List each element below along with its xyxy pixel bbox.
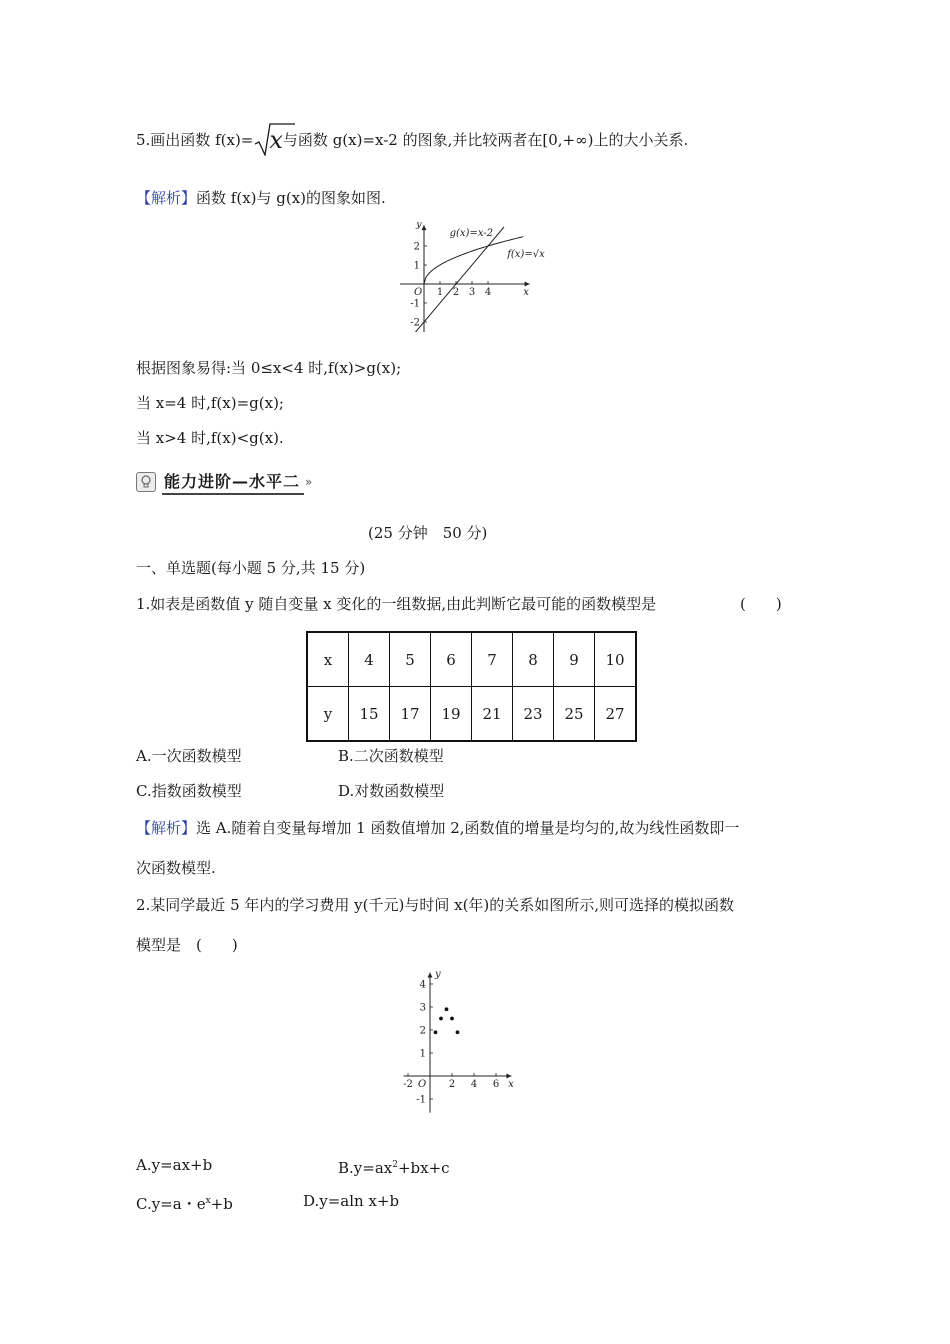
table-cell: 6: [431, 632, 472, 687]
double-chevron-icon: »: [305, 475, 313, 489]
data-point: [450, 1017, 454, 1021]
table-cell: 8: [513, 632, 554, 687]
q2-stem-text: 模型是: [136, 936, 182, 954]
y-tick-label: 4: [419, 979, 426, 991]
q1-stem: [136, 594, 656, 614]
sqrt-symbol: [255, 126, 283, 154]
table-cell: 23: [513, 687, 554, 742]
scatter-graph-cost: [368, 968, 598, 1118]
section-title: 能力进阶—水平二: [162, 469, 304, 495]
table-row: [307, 632, 636, 687]
x-tick-label: 1: [436, 287, 444, 298]
q2-stem-1: 2.某同学最近 5 年内的学习费用 y(千元)与时间 x(年)的关系如图所示,则可选择的模拟函数: [136, 896, 735, 914]
x-axis-arrow: [506, 1074, 511, 1079]
q2-option-c-exponent: x: [205, 1196, 211, 1206]
q1-analysis-cont: 次函数模型.: [136, 859, 216, 877]
y-tick-label: 2: [419, 1025, 426, 1037]
q2-option-c-text: C.y=a・e: [136, 1195, 206, 1213]
row-header-y: y: [307, 687, 349, 742]
row-header-x: x: [307, 632, 349, 687]
table-cell: 15: [349, 687, 390, 742]
data-table: [306, 631, 637, 742]
f-function-curve: [424, 237, 523, 284]
q1-analysis-text: 选 A.随着自变量每增加 1 函数值增加 2,函数值的增量是均匀的,故为线性函数即一: [196, 819, 740, 837]
x-tick-label: 4: [484, 287, 492, 298]
q5-analysis-intro: [136, 188, 386, 208]
table-cell: 17: [390, 687, 431, 742]
g-function-label: g(x)=x-2: [449, 228, 494, 239]
x-tick-label: 4: [470, 1079, 478, 1090]
y-axis-label: y: [416, 222, 422, 230]
y-tick-label: 3: [419, 1002, 426, 1014]
y-tick-label: -1: [416, 1094, 426, 1106]
x-axis-label: x: [523, 287, 529, 298]
q5-suffix: 与函数 g(x)=x-2 的图象,并比较两者在[0,+∞)上的大小关系.: [282, 131, 689, 149]
analysis-tag: 【解析】: [136, 819, 197, 837]
x-tick-label: 3: [468, 287, 476, 298]
x-tick-label: 2: [452, 287, 460, 298]
y-tick-label: -2: [410, 317, 420, 329]
q5-stem: [136, 126, 689, 154]
part-heading: 一、单选题(每小题 5 分,共 15 分): [136, 559, 366, 577]
table-cell: 10: [595, 632, 637, 687]
q2-option-b-text: B.y=ax: [338, 1159, 393, 1177]
x-tick-label: 2: [448, 1079, 456, 1090]
q2-option-a: A.y=ax+b: [136, 1156, 213, 1174]
time-score: (25 分钟 50 分): [368, 524, 488, 542]
table-cell: 7: [472, 632, 513, 687]
y-axis-label: y: [435, 969, 441, 981]
table-cell: 21: [472, 687, 513, 742]
q2-answer-paren: ( ): [196, 936, 238, 954]
q2-option-c-rest: +b: [210, 1195, 233, 1213]
q1-analysis: [136, 818, 739, 838]
q1-option-a: A.一次函数模型: [136, 747, 242, 765]
q2-option-b-rest: +bx+c: [397, 1159, 450, 1177]
table-cell: 5: [390, 632, 431, 687]
q2-option-b: [338, 1155, 450, 1178]
data-point: [439, 1017, 443, 1021]
x-axis-arrow: [525, 282, 530, 287]
q1-option-d: D.对数函数模型: [338, 782, 445, 800]
q5-result-2: 当 x=4 时,f(x)=g(x);: [136, 394, 284, 412]
table-cell: 25: [554, 687, 595, 742]
q2-option-c: [136, 1191, 233, 1214]
data-point: [434, 1030, 438, 1034]
q5-result-3: 当 x>4 时,f(x)<g(x).: [136, 429, 284, 447]
q1-option-b: B.二次函数模型: [338, 747, 444, 765]
q5-prefix: 5.画出函数 f(x)=: [136, 131, 254, 149]
origin-label: O: [414, 287, 423, 298]
y-tick-label: 2: [413, 241, 420, 253]
table-cell: 19: [431, 687, 472, 742]
q1-answer-paren: ( ): [740, 595, 782, 613]
y-axis-arrow: [428, 973, 433, 978]
data-point: [445, 1007, 449, 1011]
q5-result-1: 根据图象易得:当 0≤x<4 时,f(x)>g(x);: [136, 359, 402, 377]
data-point: [456, 1030, 460, 1034]
table-cell: 9: [554, 632, 595, 687]
q2-option-d: D.y=aln x+b: [303, 1192, 400, 1210]
q5-intro-text: 函数 f(x)与 g(x)的图象如图.: [196, 189, 386, 207]
lightbulb-icon: [136, 472, 156, 492]
q2-option-b-exponent: 2: [392, 1160, 398, 1170]
g-function-line: [414, 227, 504, 332]
x-tick-label: 6: [492, 1079, 500, 1090]
function-graph-f-g: [392, 222, 572, 332]
f-function-label: f(x)=√x: [507, 249, 545, 260]
q1-option-c: C.指数函数模型: [136, 782, 242, 800]
y-tick-label: -1: [410, 298, 420, 310]
x-tick-label: -2: [403, 1079, 413, 1090]
table-cell: 27: [595, 687, 637, 742]
analysis-tag: 【解析】: [136, 189, 197, 207]
sqrt-radicand: x: [269, 126, 283, 154]
q1-stem-text: 1.如表是函数值 y 随自变量 x 变化的一组数据,由此判断它最可能的函数模型是: [136, 595, 657, 613]
q2-stem-2: [136, 935, 238, 955]
y-tick-label: 1: [413, 260, 420, 272]
x-axis-label: x: [508, 1079, 514, 1090]
origin-label: O: [418, 1079, 427, 1090]
table-row: [307, 687, 636, 742]
section-banner: [136, 470, 312, 494]
y-axis-arrow: [422, 225, 427, 230]
table-cell: 4: [349, 632, 390, 687]
y-tick-label: 1: [419, 1048, 426, 1060]
